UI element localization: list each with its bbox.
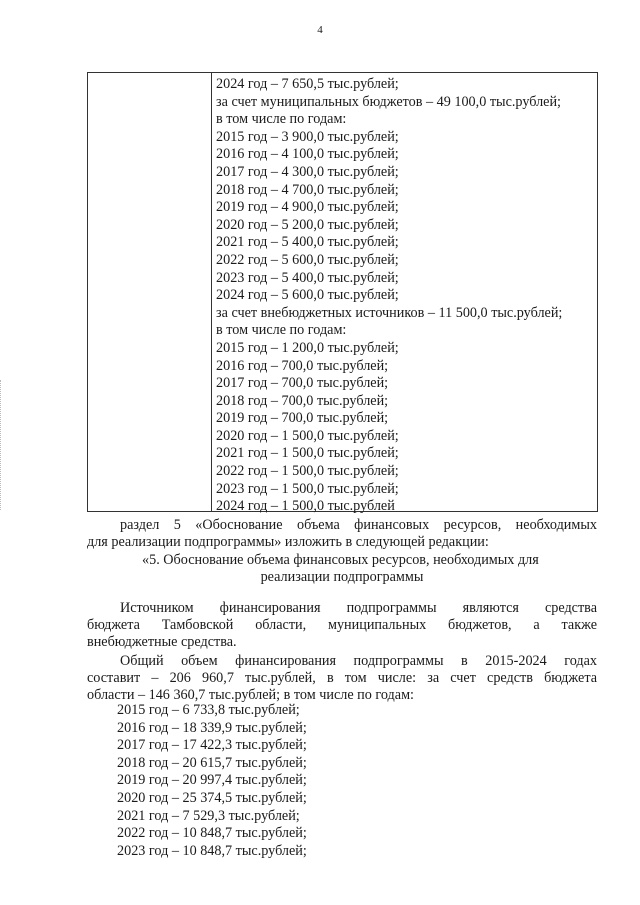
table-cell-line: 2021 год – 1 500,0 тыс.рублей; [216, 445, 399, 462]
table-column-divider [211, 73, 212, 511]
total-funding-paragraph [87, 653, 597, 704]
amendment-paragraph [87, 517, 597, 551]
table-cell-line: 2020 год – 5 200,0 тыс.рублей; [216, 216, 399, 233]
funding-source-paragraph [87, 600, 597, 651]
table-cell-line: 2022 год – 1 500,0 тыс.рублей; [216, 463, 399, 480]
table-cell-line: 2021 год – 5 400,0 тыс.рублей; [216, 234, 399, 251]
heading-line: реализации подпрограммы [260, 569, 424, 585]
list-item: 2019 год – 20 997,4 тыс.рублей; [117, 772, 307, 789]
paragraph-line: бюджета Тамбовской области, муниципальных бюджетов, а также [87, 617, 597, 633]
table-cell-line: 2019 год – 700,0 тыс.рублей; [216, 410, 389, 427]
list-item: 2015 год – 6 733,8 тыс.рублей; [117, 702, 300, 718]
table-cell-line: 2024 год – 1 500,0 тыс.рублей [216, 498, 395, 515]
table-cell-line: в том числе по годам: [216, 111, 347, 128]
table-cell-line: 2022 год – 5 600,0 тыс.рублей; [216, 251, 399, 268]
paragraph-line: внебюджетные средства. [87, 634, 237, 650]
table-cell-line: 2015 год – 3 900,0 тыс.рублей; [216, 128, 399, 145]
scan-edge-mark [0, 380, 3, 510]
table-cell-line: 2024 год – 5 600,0 тыс.рублей; [216, 287, 399, 304]
section-heading [87, 552, 597, 586]
list-item: 2016 год – 18 339,9 тыс.рублей; [117, 719, 307, 736]
table-cell-line: 2023 год – 5 400,0 тыс.рублей; [216, 269, 399, 286]
paragraph-line: Источником финансирования подпрограммы являются средства [120, 600, 597, 616]
paragraph-line: области – 146 360,7 тыс.рублей; в том числе по годам: [87, 687, 414, 703]
table-cell-line: в том числе по годам: [216, 322, 347, 339]
table-cell-line: 2018 год – 700,0 тыс.рублей; [216, 392, 389, 409]
table-cell-line: за счет внебюджетных источников – 11 500,0 тыс.рублей; [216, 304, 563, 321]
table-cell-line: 2017 год – 700,0 тыс.рублей; [216, 375, 389, 392]
list-item: 2020 год – 25 374,5 тыс.рублей; [117, 789, 307, 806]
paragraph-line: для реализации подпрограммы» изложить в следующей редакции: [87, 534, 489, 550]
list-item: 2023 год – 10 848,7 тыс.рублей; [117, 842, 307, 859]
list-item: 2022 год – 10 848,7 тыс.рублей; [117, 825, 307, 842]
heading-line: «5. Обоснование объема финансовых ресурсов, необходимых для [142, 552, 539, 568]
table-cell-line: 2016 год – 700,0 тыс.рублей; [216, 357, 389, 374]
table-cell-line: за счет муниципальных бюджетов – 49 100,0 тыс.рублей; [216, 93, 562, 110]
financing-table [87, 72, 598, 515]
table-cell-line: 2020 год – 1 500,0 тыс.рублей; [216, 427, 399, 444]
list-item: 2017 год – 17 422,3 тыс.рублей; [117, 737, 307, 754]
page-number: 4 [317, 24, 323, 36]
table-cell-line: 2016 год – 4 100,0 тыс.рублей; [216, 146, 399, 163]
table-cell-line: 2018 год – 4 700,0 тыс.рублей; [216, 181, 399, 198]
table-cell-line: 2024 год – 7 650,5 тыс.рублей; [216, 76, 399, 92]
table-cell-line: 2015 год – 1 200,0 тыс.рублей; [216, 339, 399, 356]
table-cell-content [216, 76, 593, 516]
yearly-funding-list [117, 702, 307, 860]
table-cell-line: 2017 год – 4 300,0 тыс.рублей; [216, 163, 399, 180]
paragraph-line: раздел 5 «Обоснование объема финансовых ресурсов, необходимых [120, 517, 597, 533]
list-item: 2018 год – 20 615,7 тыс.рублей; [117, 754, 307, 771]
table-cell-line: 2023 год – 1 500,0 тыс.рублей; [216, 480, 399, 497]
table-cell-line: 2019 год – 4 900,0 тыс.рублей; [216, 199, 399, 216]
paragraph-line: составит – 206 960,7 тыс.рублей, в том числе: за счет средств бюджета [87, 670, 597, 686]
list-item: 2021 год – 7 529,3 тыс.рублей; [117, 807, 300, 824]
paragraph-line: Общий объем финансирования подпрограммы в 2015-2024 годах [120, 653, 597, 669]
